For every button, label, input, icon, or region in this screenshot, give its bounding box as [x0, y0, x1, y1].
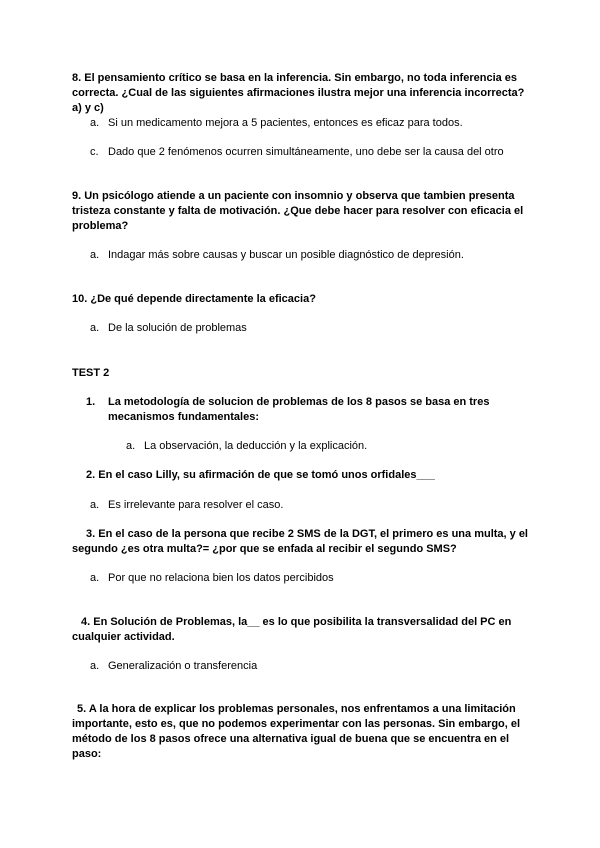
answer-10a — [90, 321, 247, 336]
answer-marker: a. — [90, 117, 100, 129]
question-8: 8. El pensamiento crítico se basa en la inferencia. Sin embargo, no toda inferencia es correcta. ¿Cual de las siguientes afirmaciones ilustra mejor una inferencia incorrecta? a) y c) — [72, 72, 525, 114]
answer-text: Dado que 2 fenómenos ocurren simultáneamente, uno debe ser la causa del otro — [108, 146, 504, 158]
test2-heading: TEST 2 — [72, 367, 110, 379]
answer-text: De la solución de problemas — [108, 322, 247, 334]
answer-text: Es irrelevante para resolver el caso. — [108, 499, 284, 511]
answer-text: Indagar más sobre causas y buscar un posible diagnóstico de depresión. — [108, 249, 464, 261]
test2-answer-2a — [90, 498, 283, 513]
answer-text: Generalización o transferencia — [108, 660, 258, 672]
test2-question-3: 3. En el caso de la persona que recibe 2 SMS de la DGT, el primero es una multa, y el segundo ¿es otra multa?= ¿por que se enfada al recibir el segundo SMS? — [72, 528, 528, 555]
test2-answer-4a — [90, 659, 257, 674]
question-9: 9. Un psicólogo atiende a un paciente con insomnio y observa que tambien presenta tristeza constante y falta de motivación. ¿Que debe hacer para resolver con eficacia el problema? — [72, 190, 524, 232]
test2-question-5: 5. A la hora de explicar los problemas personales, nos enfrentamos a una limitación importante, esto es, que no podemos experimentar con las personas. Sin embargo, el método de los 8 pasos ofrece una alternativa igual de buena que se encuentra en el paso: — [72, 703, 521, 760]
answer-8a — [90, 116, 463, 131]
test2-answer-1a — [126, 439, 367, 454]
answer-9a — [90, 248, 464, 263]
question-10: 10. ¿De qué depende directamente la eficacia? — [72, 293, 316, 305]
question-text: La metodología de solucion de problemas de los 8 pasos se basa en tres mecanismos fundamentales: — [108, 396, 490, 423]
answer-marker: a. — [90, 572, 100, 584]
test2-question-1 — [86, 395, 508, 425]
question-marker: 1. — [86, 396, 96, 408]
answer-text: La observación, la deducción y la explicación. — [144, 440, 368, 452]
answer-marker: a. — [90, 322, 100, 334]
answer-8c — [90, 145, 504, 160]
answer-marker: a. — [126, 440, 136, 452]
answer-text: Por que no relaciona bien los datos percibidos — [108, 572, 334, 584]
test2-answer-3a — [90, 571, 334, 586]
answer-marker: a. — [90, 249, 100, 261]
answer-marker: a. — [90, 660, 100, 672]
answer-marker: c. — [90, 146, 99, 158]
test2-question-4: 4. En Solución de Problemas, la__ es lo que posibilita la transversalidad del PC en cualquier actividad. — [72, 616, 512, 643]
answer-text: Si un medicamento mejora a 5 pacientes, entonces es eficaz para todos. — [108, 117, 463, 129]
test2-question-2: 2. En el caso Lilly, su afirmación de que se tomó unos orfidales___ — [86, 469, 435, 481]
answer-marker: a. — [90, 499, 100, 511]
